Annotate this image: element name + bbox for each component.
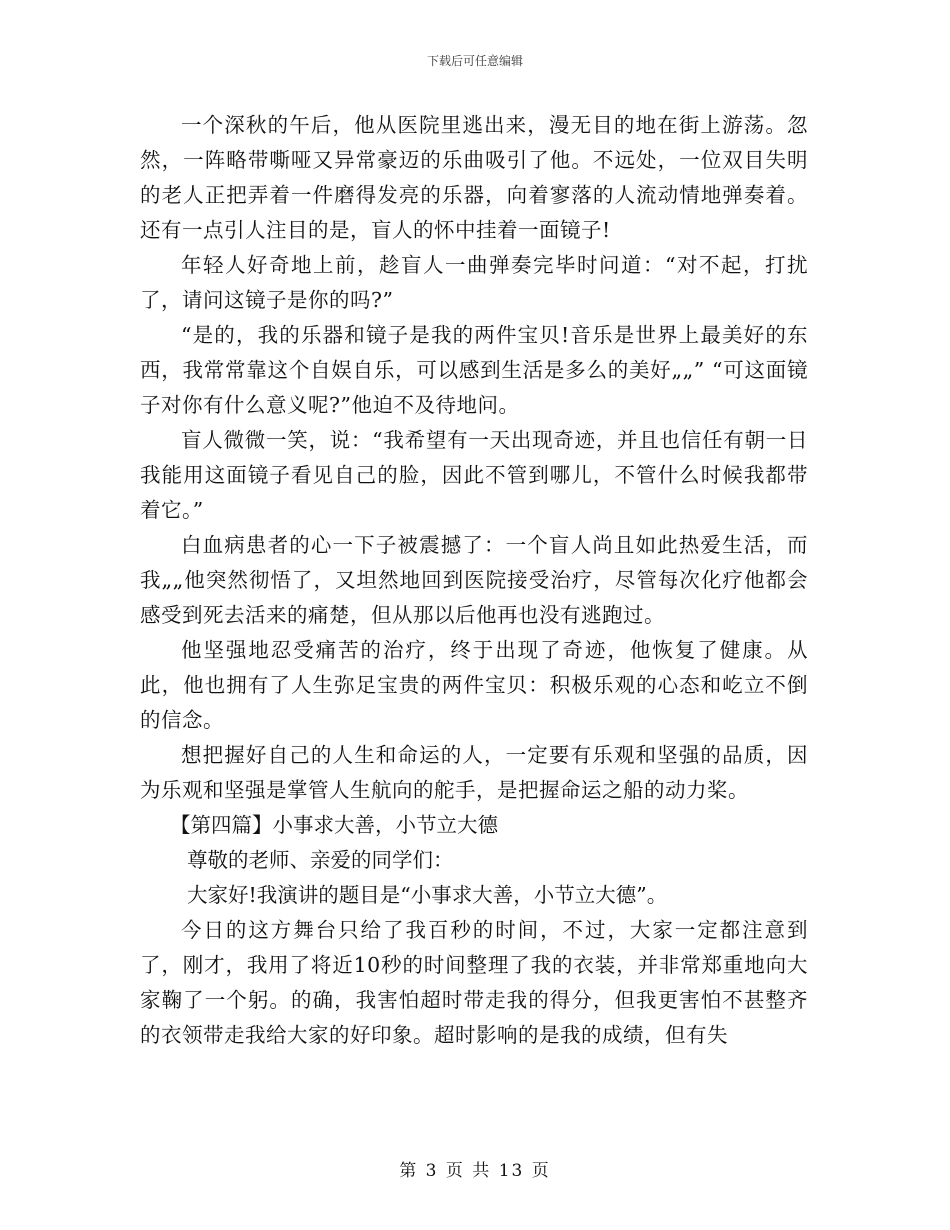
paragraph-4: 盲人微微一笑，说：“我希望有一天出现奇迹，并且也信任有朝一日我能用这面镜子看见自己的脸，因此不管到哪儿，不管什么时候我都带着它。” bbox=[140, 428, 808, 522]
paragraph-5: 白血病患者的心一下子被震撼了：一个盲人尚且如此热爱生活，而我„„他突然彻悟了，又坦然地回到医院接受治疗，尽管每次化疗他都会感受到死去活来的痛楚，但从那以后他再也没有逃跑过。 bbox=[140, 533, 808, 627]
speech-intro: 大家好!我演讲的题目是“小事求大善，小节立大德”。 bbox=[187, 883, 668, 907]
paragraph-1: 一个深秋的午后，他从医院里逃出来，漫无目的地在街上游荡。忽然，一阵略带嘶哑又异常豪迈的乐曲吸引了他。不远处，一位双目失明的老人正把弄着一件磨得发亮的乐器，向着寥落的人流动情地弹奏着。还有一点引人注目的是，盲人的怀中挂着一面镜子! bbox=[140, 113, 808, 242]
document-body bbox=[140, 108, 808, 1053]
page-header: 下载后可任意编辑 bbox=[426, 54, 523, 68]
paragraph-3: “是的，我的乐器和镜子是我的两件宝贝!音乐是世界上最美好的东西，我常常靠这个自娱自乐，可以感到生活是多么的美好„„” “可这面镜子对你有什么意义呢?”他迫不及待地问。 bbox=[140, 323, 808, 417]
speech-body: 今日的这方舞台只给了我百秒的时间，不过，大家一定都注意到了，刚才，我用了将近10秒的时间整理了我的衣装，并非常郑重地向大家鞠了一个躬。的确，我害怕超时带走我的得分，但我更害怕不甚整齐的衣领带走我给大家的好印象。超时影响的是我的成绩，但有失 bbox=[140, 918, 808, 1047]
section-title: 【第四篇】小事求大善，小节立大德 bbox=[170, 813, 498, 837]
page-footer: 第 3 页 共 13 页 bbox=[399, 1161, 551, 1181]
speech-greeting: 尊敬的老师、亲爱的同学们： bbox=[187, 848, 454, 872]
paragraph-7: 想把握好自己的人生和命运的人，一定要有乐观和坚强的品质，因为乐观和坚强是掌管人生航向的舵手，是把握命运之船的动力桨。 bbox=[140, 743, 808, 802]
paragraph-2: 年轻人好奇地上前，趁盲人一曲弹奏完毕时问道：“对不起，打扰了，请问这镜子是你的吗?” bbox=[140, 253, 808, 312]
paragraph-6: 他坚强地忍受痛苦的治疗，终于出现了奇迹，他恢复了健康。从此，他也拥有了人生弥足宝贵的两件宝贝：积极乐观的心态和屹立不倒的信念。 bbox=[140, 638, 808, 732]
